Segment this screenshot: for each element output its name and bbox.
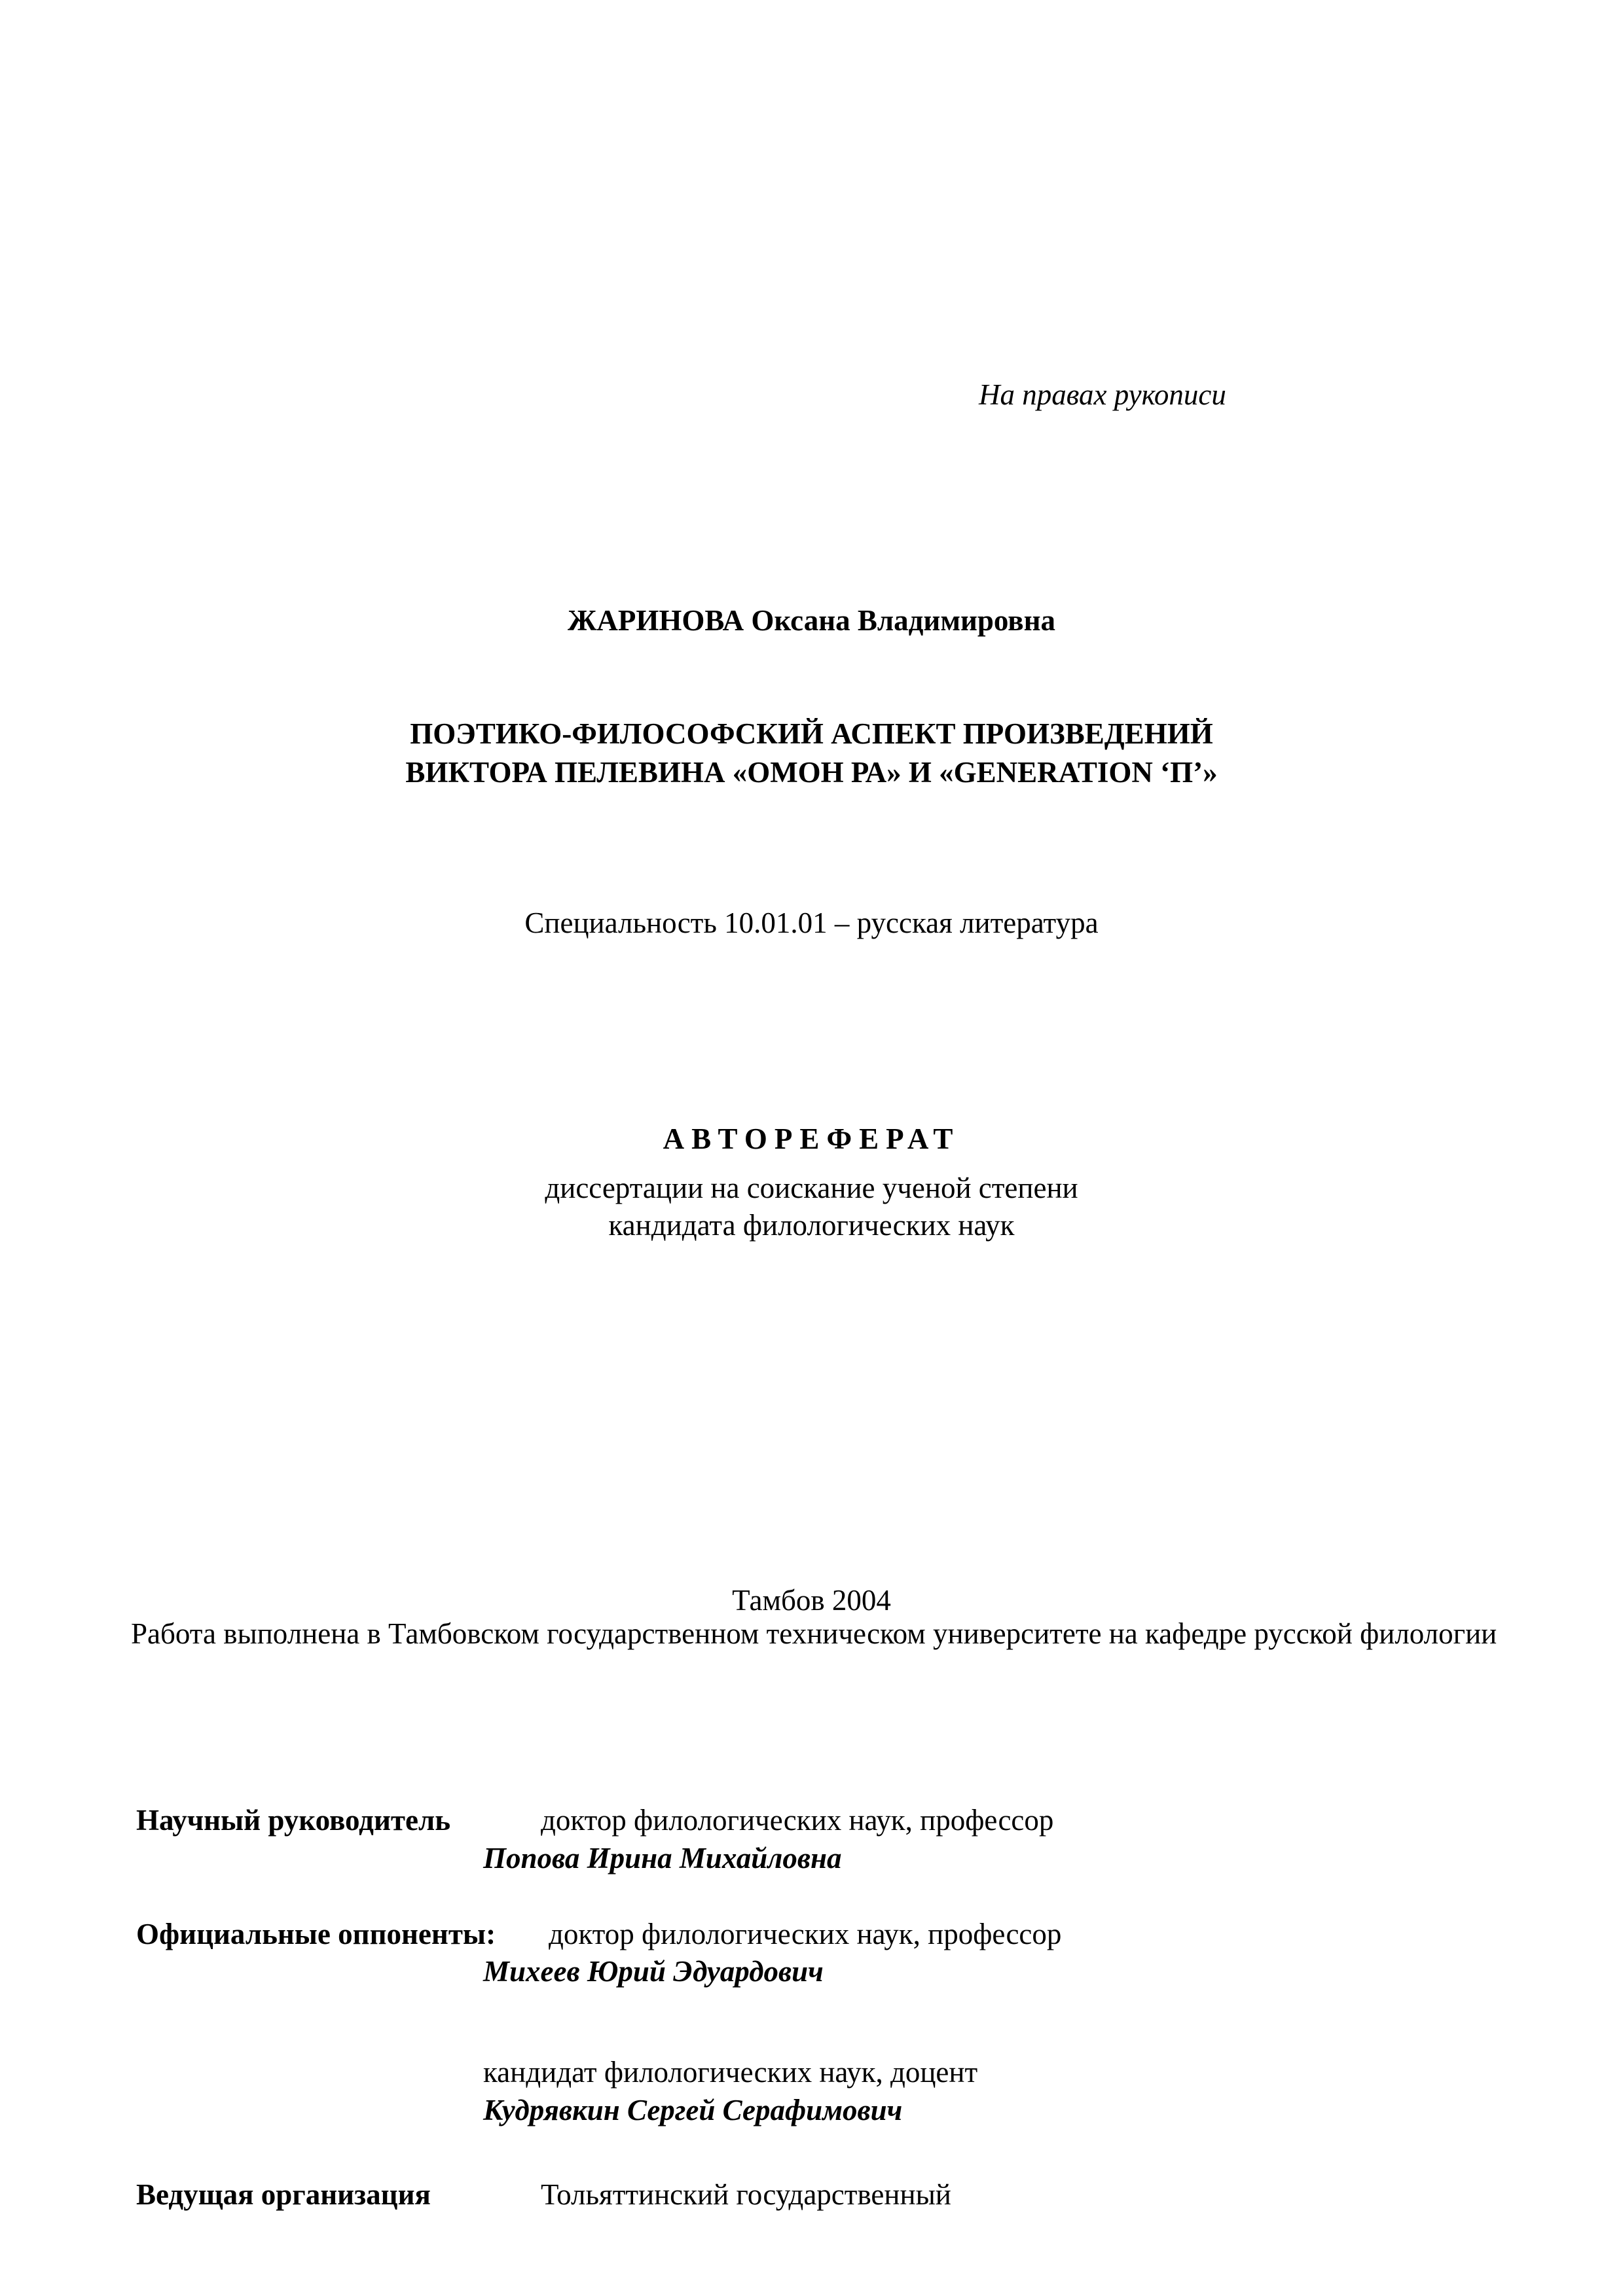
opponent-2-degree: кандидат филологических наук, доцент: [483, 2056, 978, 2089]
dissertation-title: [0, 715, 1623, 791]
city-year: Тамбов 2004: [732, 1584, 891, 1617]
supervisor-label: Научный руководитель: [136, 1804, 450, 1837]
opponent-1-degree: доктор филологических наук, профессор: [549, 1918, 1062, 1950]
purpose-line-1: диссертации на соискание ученой степени: [545, 1172, 1078, 1204]
author-name: [0, 602, 1623, 639]
supervisor-degree: доктор филологических наук, профессор: [541, 1804, 1054, 1837]
author-surname: ЖАРИНОВА: [567, 604, 744, 637]
opponent-1-name: Михеев Юрий Эдуардович: [483, 1955, 824, 1988]
lead-organization-value: Тольяттинский государственный: [541, 2178, 951, 2211]
manuscript-note: На правах рукописи: [979, 378, 1226, 411]
document-purpose: [0, 1170, 1623, 1244]
opponent-2-name: Кудрявкин Сергей Серафимович: [483, 2094, 903, 2126]
title-line-2: ВИКТОРА ПЕЛЕВИНА «ОМОН РА» И «GENERATION ‘П’»: [405, 755, 1218, 789]
title-line-1: ПОЭТИКО-ФИЛОСОФСКИЙ АСПЕКТ ПРОИЗВЕДЕНИЙ: [410, 717, 1213, 750]
opponents-label: Официальные оппоненты:: [136, 1918, 496, 1950]
lead-organization-label: Ведущая организация: [136, 2178, 431, 2211]
author-given-names: Оксана Владимировна: [751, 604, 1056, 637]
work-done-paragraph: Работа выполнена в Тамбовском государственном техническом университете на кафедре русской филологии: [131, 1617, 1497, 1650]
supervisor-name: Попова Ирина Михайловна: [483, 1842, 842, 1874]
specialty: Специальность 10.01.01 – русская литература: [524, 906, 1099, 939]
purpose-line-2: кандидата филологических наук: [608, 1209, 1015, 1242]
document-type: АВТОРЕФЕРАТ: [663, 1122, 960, 1155]
